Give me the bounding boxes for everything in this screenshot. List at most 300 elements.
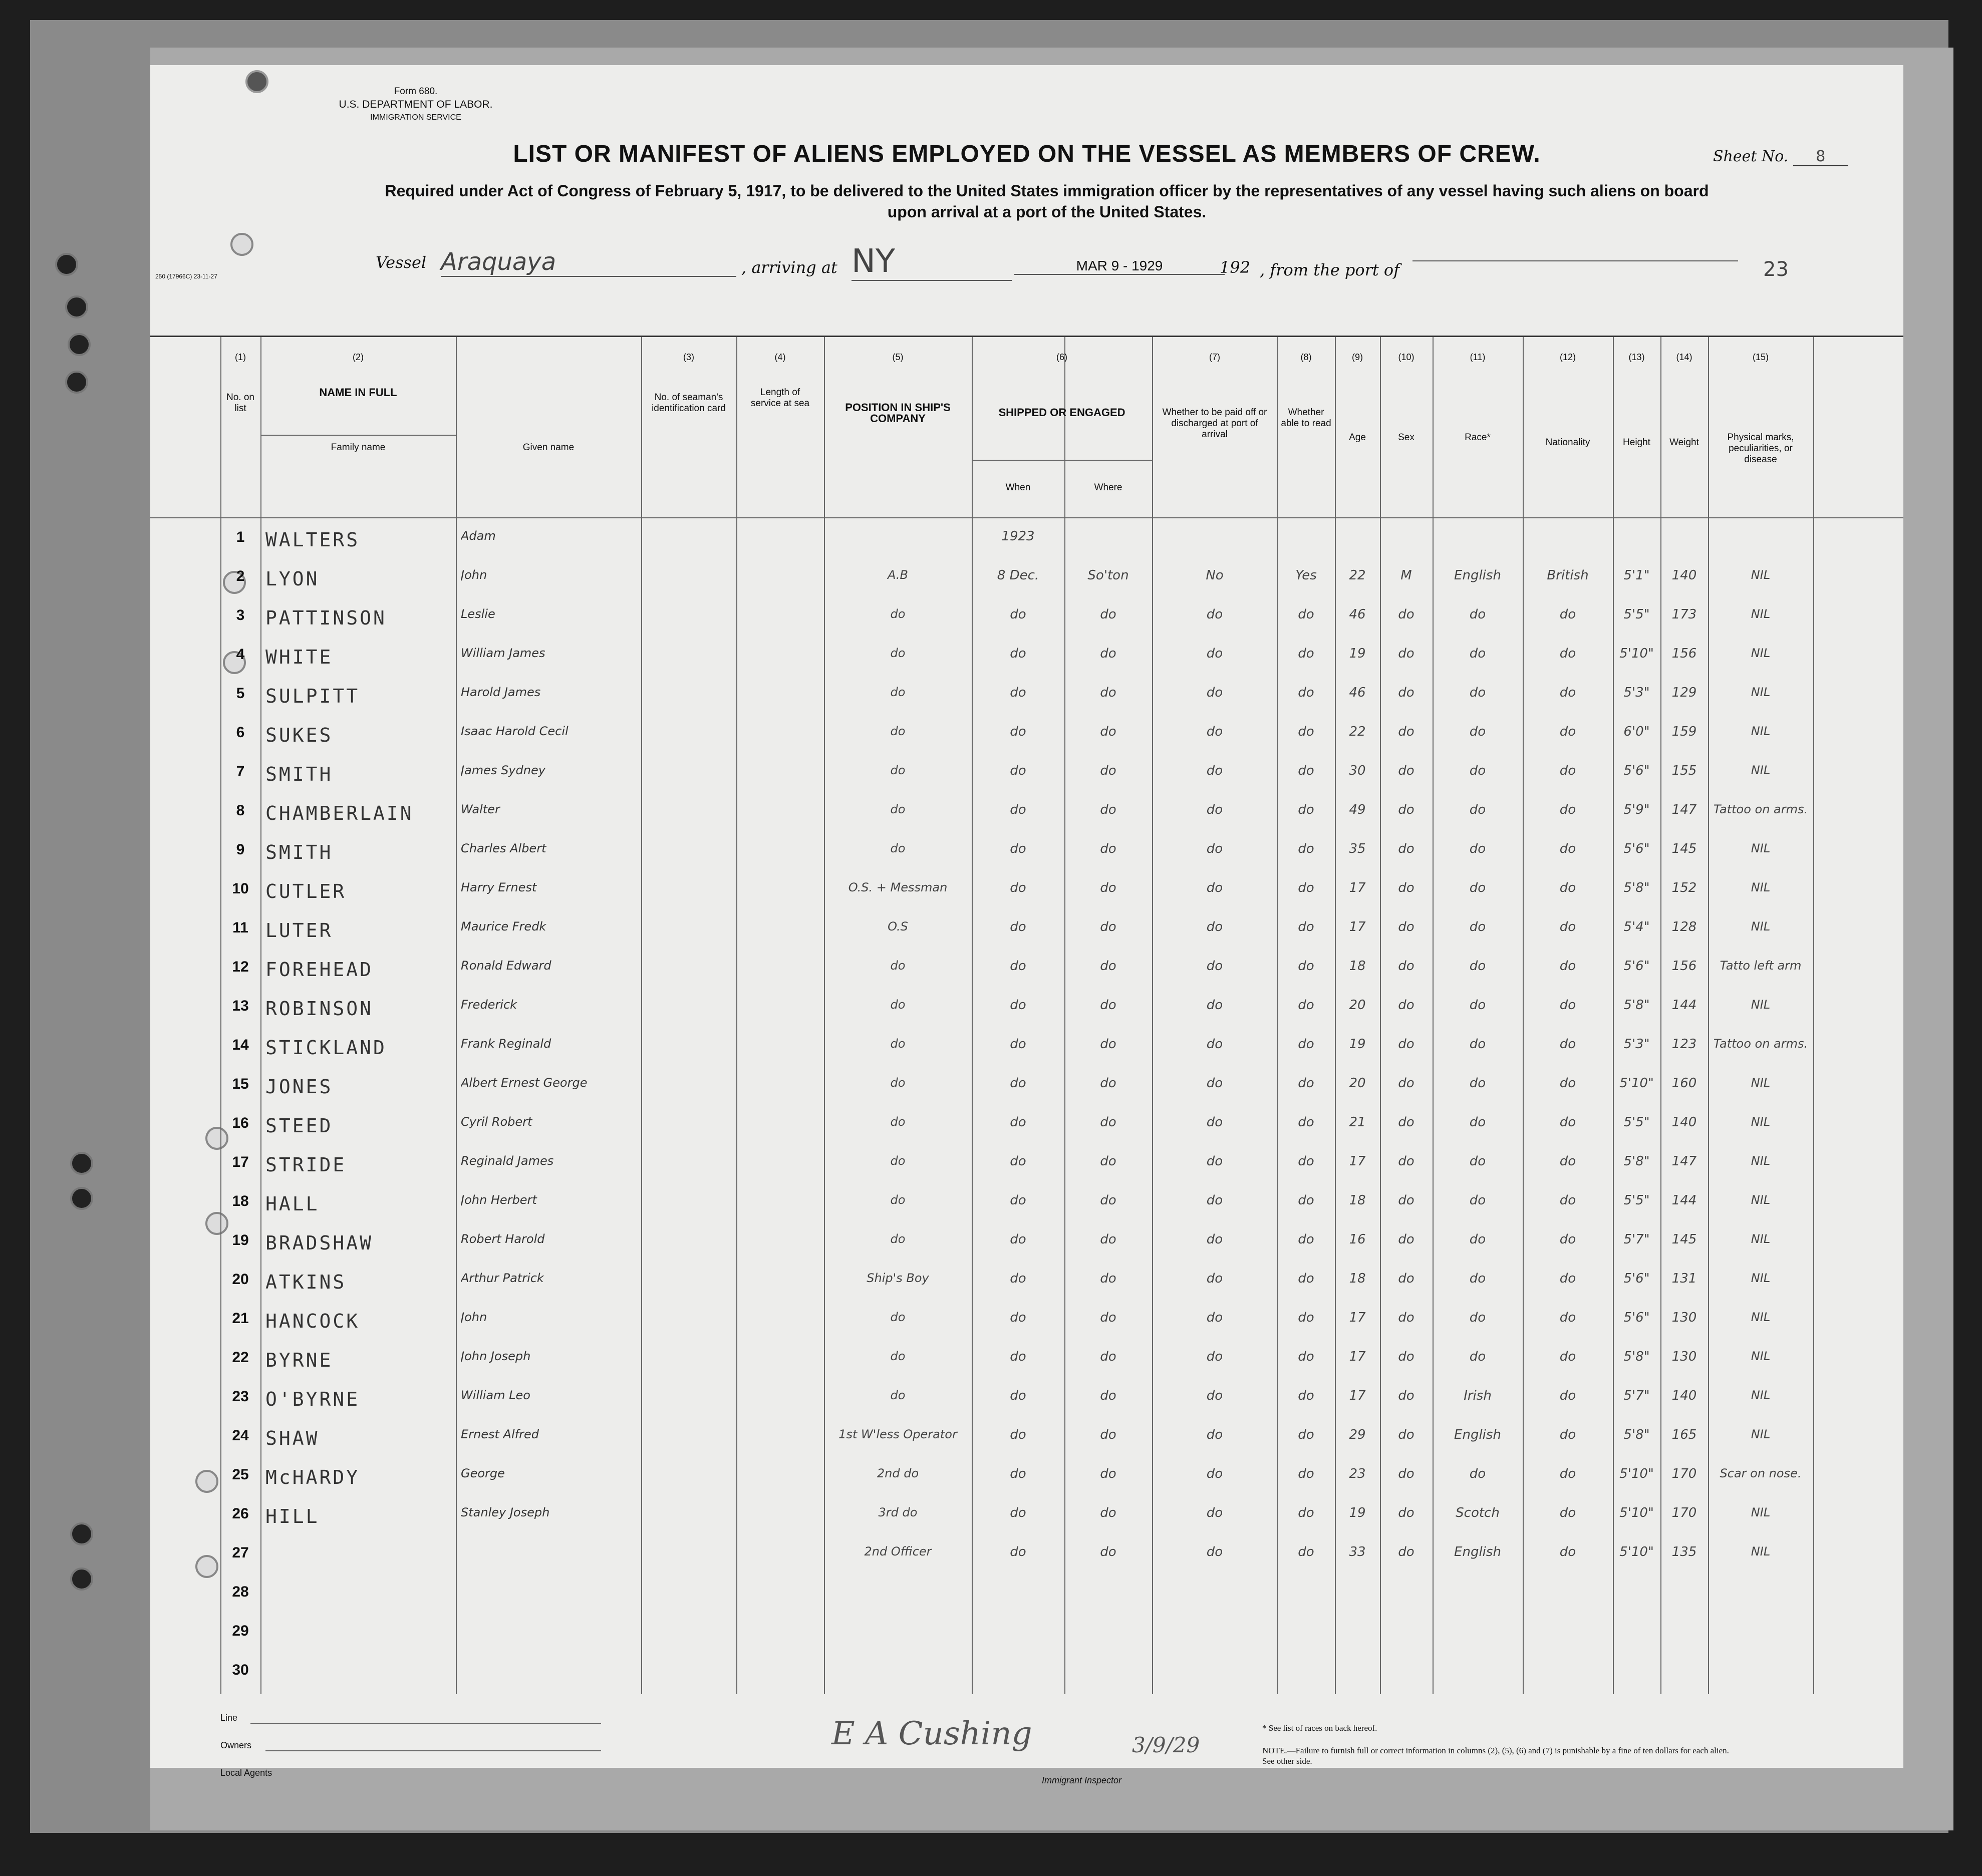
cell-family: LUTER <box>265 919 333 942</box>
cell-marks: NIL <box>1751 607 1771 621</box>
cell-where: do <box>1100 1076 1116 1091</box>
cell-given: Walter <box>461 802 500 816</box>
cell-paid: do <box>1206 1349 1223 1364</box>
cell-read: do <box>1298 1271 1314 1286</box>
footer <box>150 1693 1903 1785</box>
cell-family: HILL <box>265 1505 320 1527</box>
cell-sex: do <box>1398 802 1414 817</box>
cell-given: Ronald Edward <box>461 959 551 973</box>
cell-weight: 159 <box>1671 724 1697 739</box>
cell-sex: do <box>1398 724 1414 739</box>
table-row <box>150 1379 1903 1418</box>
cell-race: Scotch <box>1456 1505 1500 1520</box>
cell-no: 20 <box>232 1271 249 1288</box>
col3-header: No. of seaman's identification card <box>652 392 726 414</box>
cell-read: do <box>1298 1505 1314 1520</box>
cell-family: BYRNE <box>265 1349 333 1371</box>
cell-no: 5 <box>236 685 245 702</box>
col8-number: (8) <box>1300 352 1312 362</box>
table-row <box>150 1418 1903 1457</box>
cell-paid: do <box>1206 763 1223 778</box>
cell-paid: do <box>1206 1232 1223 1247</box>
cell-age: 19 <box>1349 1037 1366 1052</box>
cell-family: STRIDE <box>265 1154 347 1176</box>
col7-header: Whether to be paid off or discharged at port of arrival <box>1162 407 1267 440</box>
cell-weight: 170 <box>1671 1505 1697 1520</box>
cell-race: do <box>1469 998 1486 1013</box>
cell-sex: do <box>1398 841 1414 856</box>
cell-weight: 140 <box>1671 1115 1697 1130</box>
cell-marks: Tattoo on arms. <box>1713 802 1808 816</box>
cell-sex: M <box>1400 568 1412 583</box>
cell-where: do <box>1100 685 1116 700</box>
cell-sex: do <box>1398 685 1414 700</box>
table-row <box>150 1614 1903 1653</box>
cell-height: 5'6" <box>1623 1271 1650 1286</box>
cell-position: do <box>890 998 906 1012</box>
cell-marks: Scar on nose. <box>1720 1466 1802 1480</box>
cell-nationality: do <box>1559 1232 1576 1247</box>
cell-position: do <box>890 1037 906 1051</box>
table-row <box>150 1653 1903 1692</box>
cell-given: Harold James <box>461 685 541 699</box>
cell-paid: do <box>1206 802 1223 817</box>
cell-when: do <box>1010 724 1026 739</box>
service-name: IMMIGRATION SERVICE <box>370 113 461 122</box>
table-row <box>150 1067 1903 1106</box>
header-divider <box>150 517 1903 518</box>
cell-given: Maurice Fredk <box>461 919 546 933</box>
cell-no: 1 <box>236 529 245 545</box>
cell-weight: 145 <box>1671 1232 1697 1247</box>
col6-header: SHIPPED OR ENGAGED <box>998 406 1125 419</box>
cell-paid: do <box>1206 607 1223 622</box>
sheet-value: 8 <box>1793 148 1848 166</box>
col15-number: (15) <box>1752 352 1769 362</box>
cell-nationality: do <box>1559 1154 1576 1169</box>
cell-given: Adam <box>461 529 496 543</box>
cell-position: do <box>890 841 906 855</box>
cell-read: do <box>1298 1427 1314 1442</box>
cell-weight: 140 <box>1671 1388 1697 1403</box>
table-row <box>150 598 1903 637</box>
cell-when: do <box>1010 959 1026 974</box>
cell-when: do <box>1010 1349 1026 1364</box>
cell-paid: do <box>1206 1505 1223 1520</box>
cell-sex: do <box>1398 998 1414 1013</box>
cell-height: 5'1" <box>1623 568 1650 583</box>
cell-read: do <box>1298 607 1314 622</box>
cell-no: 14 <box>232 1037 249 1053</box>
cell-nationality: do <box>1559 1310 1576 1325</box>
cell-position: do <box>890 724 906 738</box>
cell-nationality: do <box>1559 1427 1576 1442</box>
cell-age: 16 <box>1349 1232 1366 1247</box>
table-row <box>150 1106 1903 1145</box>
cell-nationality: do <box>1559 841 1576 856</box>
cell-where: do <box>1100 1388 1116 1403</box>
cell-position: do <box>890 1076 906 1090</box>
cell-race: do <box>1469 841 1486 856</box>
cell-weight: 165 <box>1671 1427 1697 1442</box>
cell-no: 2 <box>236 568 245 584</box>
cell-no: 16 <box>232 1115 249 1131</box>
cell-where: do <box>1100 1427 1116 1442</box>
col5-number: (5) <box>892 352 904 362</box>
cell-height: 5'8" <box>1623 998 1650 1013</box>
races-note: * See list of races on back hereof. <box>1262 1723 1377 1733</box>
cell-when: do <box>1010 1193 1026 1208</box>
col5-header: POSITION IN SHIP'S COMPANY <box>845 401 951 425</box>
cell-race: do <box>1469 1310 1486 1325</box>
cell-age: 46 <box>1349 685 1366 700</box>
cell-given: Frederick <box>461 998 517 1012</box>
cell-where: do <box>1100 607 1116 622</box>
cell-read: do <box>1298 1388 1314 1403</box>
col13-number: (13) <box>1628 352 1645 362</box>
col15-header: Physical marks, peculiarities, or disease <box>1727 432 1794 465</box>
cell-given: Robert Harold <box>461 1232 545 1246</box>
cell-read: do <box>1298 685 1314 700</box>
cell-weight: 131 <box>1671 1271 1697 1286</box>
cell-position: 2nd do <box>877 1466 919 1480</box>
cell-paid: do <box>1206 841 1223 856</box>
cell-marks: NIL <box>1751 1544 1771 1558</box>
cell-paid: do <box>1206 1076 1223 1091</box>
cell-when: do <box>1010 1427 1026 1442</box>
owners-field <box>265 1750 601 1751</box>
cell-family: McHARDY <box>265 1466 360 1488</box>
cell-where: do <box>1100 1505 1116 1520</box>
cell-given: Arthur Patrick <box>461 1271 544 1285</box>
cell-no: 13 <box>232 998 249 1014</box>
cell-sex: do <box>1398 1115 1414 1130</box>
cell-race: do <box>1469 1115 1486 1130</box>
cell-age: 49 <box>1349 802 1366 817</box>
binder-hole <box>65 295 88 319</box>
cell-where: do <box>1100 1232 1116 1247</box>
cell-position: do <box>890 959 906 973</box>
cell-family: WALTERS <box>265 529 360 551</box>
cell-read: do <box>1298 1037 1314 1052</box>
cell-weight: 144 <box>1671 1193 1697 1208</box>
cell-marks: NIL <box>1751 763 1771 777</box>
cell-height: 5'9" <box>1623 802 1650 817</box>
binder-hole <box>55 253 78 276</box>
table-row <box>150 910 1903 950</box>
cell-paid: do <box>1206 1115 1223 1130</box>
cell-given: Cyril Robert <box>461 1115 532 1129</box>
year-label: 192 <box>1220 258 1251 277</box>
cell-no: 11 <box>232 919 248 936</box>
cell-paid: do <box>1206 1037 1223 1052</box>
table-row <box>150 1496 1903 1535</box>
cell-nationality: do <box>1559 1076 1576 1091</box>
cell-sex: do <box>1398 1310 1414 1325</box>
cell-where: do <box>1100 802 1116 817</box>
cell-sex: do <box>1398 959 1414 974</box>
table-row <box>150 793 1903 832</box>
table-row <box>150 715 1903 754</box>
col1-header: No. on list <box>226 392 254 414</box>
cell-when: do <box>1010 1232 1026 1247</box>
cell-nationality: do <box>1559 685 1576 700</box>
cell-sex: do <box>1398 1427 1414 1442</box>
cell-marks: NIL <box>1751 1271 1771 1285</box>
cell-height: 6'0" <box>1623 724 1650 739</box>
cell-sex: do <box>1398 1388 1414 1403</box>
cell-no: 6 <box>236 724 245 741</box>
department-name: U.S. DEPARTMENT OF LABOR. <box>339 99 493 110</box>
cell-given: Harry Ernest <box>461 880 537 894</box>
sheet-label: Sheet No. <box>1713 148 1789 165</box>
cell-nationality: do <box>1559 763 1576 778</box>
cell-sex: do <box>1398 763 1414 778</box>
cell-no: 29 <box>232 1623 249 1639</box>
cell-paid: do <box>1206 1154 1223 1169</box>
cell-age: 21 <box>1349 1115 1366 1130</box>
cell-race: do <box>1469 1232 1486 1247</box>
cell-nationality: do <box>1559 1037 1576 1052</box>
cell-age: 35 <box>1349 841 1366 856</box>
cell-no: 27 <box>232 1544 249 1561</box>
cell-when: do <box>1010 841 1026 856</box>
cell-paid: do <box>1206 959 1223 974</box>
binder-hole <box>70 1568 93 1591</box>
cell-age: 17 <box>1349 1310 1366 1325</box>
cell-paid: No <box>1206 568 1224 583</box>
col7-number: (7) <box>1209 352 1220 362</box>
cell-position: do <box>890 1232 906 1246</box>
cell-family: SMITH <box>265 841 333 863</box>
cell-nationality: do <box>1559 1388 1576 1403</box>
cell-given: John Herbert <box>461 1193 537 1207</box>
col2-header: NAME IN FULL <box>319 386 397 399</box>
cell-family: CUTLER <box>265 880 347 902</box>
cell-where: do <box>1100 646 1116 661</box>
table-row <box>150 559 1903 598</box>
cell-family: CHAMBERLAIN <box>265 802 414 824</box>
cell-family: FOREHEAD <box>265 959 374 981</box>
cell-sex: do <box>1398 1466 1414 1481</box>
cell-height: 5'7" <box>1623 1388 1650 1403</box>
cell-age: 17 <box>1349 1349 1366 1364</box>
cell-paid: do <box>1206 685 1223 700</box>
cell-position: do <box>890 1349 906 1363</box>
cell-marks: NIL <box>1751 1310 1771 1324</box>
cell-when: do <box>1010 1388 1026 1403</box>
cell-given: Stanley Joseph <box>461 1505 550 1519</box>
cell-when: do <box>1010 880 1026 895</box>
print-code: 250 (17966C) 23-11-27 <box>155 273 217 280</box>
cell-age: 18 <box>1349 1271 1366 1286</box>
cell-where: do <box>1100 1544 1116 1559</box>
cell-where: do <box>1100 1466 1116 1481</box>
cell-no: 12 <box>232 959 249 975</box>
cell-when: do <box>1010 1037 1026 1052</box>
cell-age: 22 <box>1349 568 1366 583</box>
cell-given: Leslie <box>461 607 495 621</box>
cell-weight: 123 <box>1671 1037 1697 1052</box>
cell-given: William Leo <box>461 1388 530 1402</box>
cell-race: English <box>1454 568 1501 583</box>
cell-height: 5'6" <box>1623 1310 1650 1325</box>
cell-height: 5'10" <box>1619 646 1654 661</box>
cell-weight: 140 <box>1671 568 1697 583</box>
binder-hole <box>68 333 91 356</box>
department-block <box>311 85 521 124</box>
cell-sex: do <box>1398 919 1414 934</box>
binder-hole <box>70 1522 93 1545</box>
cell-nationality: do <box>1559 1193 1576 1208</box>
cell-when: do <box>1010 763 1026 778</box>
cell-family: WHITE <box>265 646 333 668</box>
table-row <box>150 871 1903 910</box>
cell-no: 9 <box>236 841 245 858</box>
cell-read: do <box>1298 1232 1314 1247</box>
cell-no: 24 <box>232 1427 249 1444</box>
cell-when: 8 Dec. <box>997 568 1039 583</box>
sheet-number <box>1713 148 1848 166</box>
table-row <box>150 1457 1903 1496</box>
cell-position: do <box>890 1193 906 1207</box>
cell-given: George <box>461 1466 505 1480</box>
cell-family: SULPITT <box>265 685 360 707</box>
line-field <box>250 1723 601 1724</box>
cell-race: English <box>1454 1544 1501 1559</box>
cell-race: do <box>1469 880 1486 895</box>
cell-when: do <box>1010 607 1026 622</box>
cell-where: do <box>1100 959 1116 974</box>
cell-weight: 135 <box>1671 1544 1697 1559</box>
col14-number: (14) <box>1676 352 1692 362</box>
table-row <box>150 1184 1903 1223</box>
cell-race: do <box>1469 1349 1486 1364</box>
cell-nationality: do <box>1559 724 1576 739</box>
cell-position: Ship's Boy <box>867 1271 929 1285</box>
cell-marks: NIL <box>1751 1349 1771 1363</box>
cell-marks: NIL <box>1751 724 1771 738</box>
cell-position: do <box>890 1115 906 1129</box>
cell-sex: do <box>1398 880 1414 895</box>
table-row <box>150 1340 1903 1379</box>
cell-family: HALL <box>265 1193 320 1215</box>
cell-age: 19 <box>1349 646 1366 661</box>
cell-height: 5'3" <box>1623 685 1650 700</box>
cell-race: do <box>1469 1193 1486 1208</box>
cell-read: do <box>1298 1544 1314 1559</box>
cell-family: O'BYRNE <box>265 1388 360 1410</box>
agents-label: Local Agents <box>220 1768 272 1778</box>
cell-position: O.S. + Messman <box>848 880 948 894</box>
cell-height: 5'3" <box>1623 1037 1650 1052</box>
cell-race: do <box>1469 919 1486 934</box>
cell-age: 23 <box>1349 1466 1366 1481</box>
binder-hole <box>65 371 88 394</box>
col2-number: (2) <box>353 352 364 362</box>
cell-no: 22 <box>232 1349 249 1366</box>
cell-family: STICKLAND <box>265 1037 387 1059</box>
signature-date: 3/9/29 <box>1132 1733 1200 1757</box>
cell-when: do <box>1010 1544 1026 1559</box>
cell-nationality: do <box>1559 1271 1576 1286</box>
cell-nationality: do <box>1559 646 1576 661</box>
cell-nationality: do <box>1559 1544 1576 1559</box>
cell-race: do <box>1469 607 1486 622</box>
table-row <box>150 637 1903 676</box>
table-row <box>150 1223 1903 1262</box>
cell-weight: 147 <box>1671 1154 1697 1169</box>
cell-paid: do <box>1206 1388 1223 1403</box>
cell-where: do <box>1100 1271 1116 1286</box>
vessel-name: Araquaya <box>441 248 736 277</box>
cell-family: ATKINS <box>265 1271 347 1293</box>
cell-no: 3 <box>236 607 245 623</box>
cell-marks: NIL <box>1751 685 1771 699</box>
cell-weight: 160 <box>1671 1076 1697 1091</box>
cell-read: do <box>1298 763 1314 778</box>
shipped-subdivider <box>972 460 1152 461</box>
cell-where: do <box>1100 919 1116 934</box>
cell-given: Ernest Alfred <box>461 1427 539 1441</box>
cell-age: 17 <box>1349 1388 1366 1403</box>
cell-race: do <box>1469 1271 1486 1286</box>
cell-family: SMITH <box>265 763 333 785</box>
cell-race: Irish <box>1464 1388 1492 1403</box>
cell-marks: NIL <box>1751 919 1771 933</box>
inspector-label: Immigrant Inspector <box>1042 1775 1122 1785</box>
cell-where: do <box>1100 724 1116 739</box>
cell-sex: do <box>1398 1271 1414 1286</box>
cell-given: Charles Albert <box>461 841 546 855</box>
cell-height: 5'10" <box>1619 1505 1654 1520</box>
from-port-label: , from the port of <box>1260 260 1400 279</box>
table-row <box>150 1575 1903 1614</box>
cell-marks: NIL <box>1751 1232 1771 1246</box>
cell-paid: do <box>1206 1310 1223 1325</box>
cell-age: 20 <box>1349 1076 1366 1091</box>
arriving-port: NY <box>852 243 1012 281</box>
table-row <box>150 676 1903 715</box>
cell-weight: 145 <box>1671 841 1697 856</box>
table-row <box>150 520 1903 559</box>
name-subdivider <box>260 435 456 436</box>
cell-no: 23 <box>232 1388 249 1405</box>
cell-race: English <box>1454 1427 1501 1442</box>
col6-number: (6) <box>1056 352 1067 362</box>
punch-hole <box>230 233 253 256</box>
cell-nationality: do <box>1559 998 1576 1013</box>
cell-sex: do <box>1398 1544 1414 1559</box>
binder-hole <box>70 1187 93 1210</box>
cell-when: do <box>1010 998 1026 1013</box>
cell-family: STEED <box>265 1115 333 1137</box>
cell-age: 22 <box>1349 724 1366 739</box>
col4-number: (4) <box>774 352 786 362</box>
cell-nationality: do <box>1559 919 1576 934</box>
cell-weight: 170 <box>1671 1466 1697 1481</box>
cell-when: do <box>1010 1271 1026 1286</box>
cell-sex: do <box>1398 1232 1414 1247</box>
cell-race: do <box>1469 763 1486 778</box>
cell-age: 17 <box>1349 919 1366 934</box>
cell-race: do <box>1469 724 1486 739</box>
cell-read: do <box>1298 1349 1314 1364</box>
table-row <box>150 989 1903 1028</box>
cell-sex: do <box>1398 1154 1414 1169</box>
cell-where: So'ton <box>1087 568 1129 583</box>
cell-nationality: do <box>1559 607 1576 622</box>
